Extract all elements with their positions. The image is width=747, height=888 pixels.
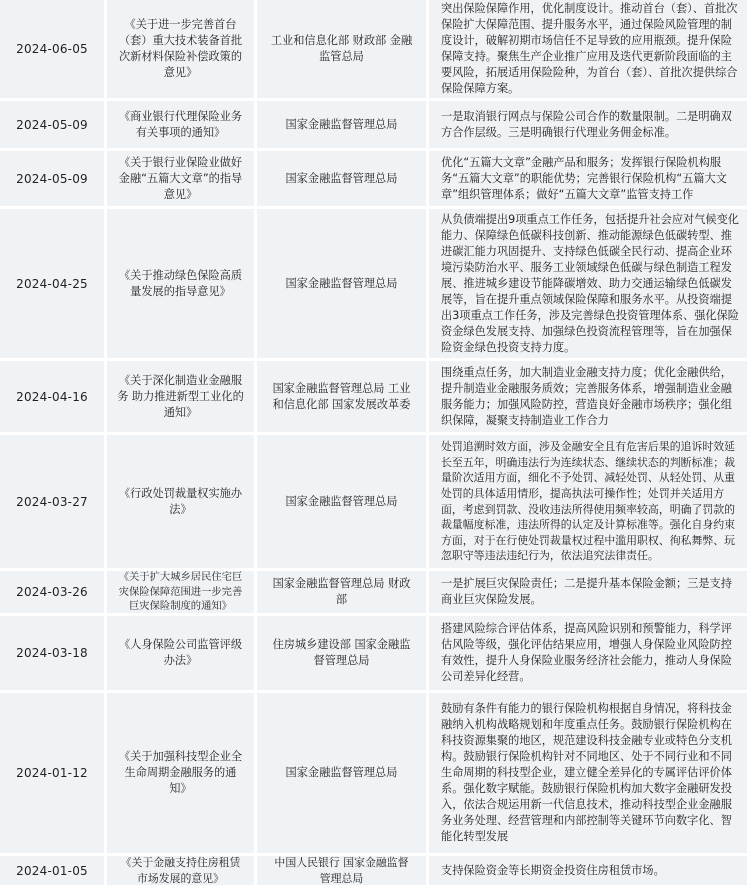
- title-cell: 《关于进一步完善首台（套）重大技术装备首批次新材料保险补偿政策的意见》: [107, 0, 257, 101]
- date-cell: 2024-01-12: [0, 693, 107, 856]
- issuer-cell: 中国人民银行 国家金融监督管理总局: [257, 856, 429, 888]
- content-cell: 突出保险保障作用，优化制度设计。推动首台（套）、首批次保险扩大保障范围、提升服务水平，通过保险风险管理的制度设计，破解初期市场信任不足导致的应用瓶颈。提升保险保障支持。聚焦生产企业推广应用及迭代更新阶段面临的主要风险，拓展适用保险险种，为首台（套）、首批次提供综合保险保障方案。: [429, 0, 747, 101]
- date-cell: 2024-01-05: [0, 856, 107, 888]
- date-cell: 2024-03-26: [0, 571, 107, 616]
- content-cell: 支持保险资金等长期资金投资住房租赁市场。: [429, 856, 747, 888]
- date-cell: 2024-05-09: [0, 101, 107, 151]
- title-cell: 《商业银行代理保险业务有关事项的通知》: [107, 101, 257, 151]
- content-cell: 搭建风险综合评估体系，提高风险识别和预警能力，科学评估风险等级，强化评估结果应用，增强人身保险业风险防控有效性，提升人身保险业服务经济社会能力，推动人身保险公司差异化经营。: [429, 616, 747, 693]
- title-cell: 《关于深化制造业金融服务 助力推进新型工业化的通知》: [107, 361, 257, 435]
- content-cell: 围绕重点任务，加大制造业金融支持力度；优化金融供给，提升制造业金融服务质效；完善服务体系，增强制造业金融服务能力；加强风险防控，营造良好金融市场秩序；强化组织保障，凝聚支持制造业工作合力: [429, 361, 747, 435]
- title-cell: 《关于银行业保险业做好金融“五篇大文章”的指导意见》: [107, 151, 257, 209]
- issuer-cell: 工业和信息化部 财政部 金融监管总局: [257, 0, 429, 101]
- issuer-cell: 国家金融监督管理总局: [257, 151, 429, 209]
- title-cell: 《关于扩大城乡居民住宅巨灾保险保障范围进一步完善巨灾保险制度的通知》: [107, 571, 257, 616]
- date-cell: 2024-03-27: [0, 435, 107, 571]
- date-cell: 2024-04-16: [0, 361, 107, 435]
- date-cell: 2024-06-05: [0, 0, 107, 101]
- content-cell: 优化“五篇大文章”金融产品和服务；发挥银行保险机构服务“五篇大文章”的职能优势；完善银行保险机构“五篇大文章”组织管理体系；做好“五篇大文章”监管支持工作: [429, 151, 747, 209]
- content-cell: 一是扩展巨灾保险责任；二是提升基本保险金额；三是支持商业巨灾保险发展。: [429, 571, 747, 616]
- title-cell: 《人身保险公司监管评级办法》: [107, 616, 257, 693]
- content-cell: 一是取消银行网点与保险公司合作的数量限制。二是明确双方合作层级。三是明确银行代理业务佣金标准。: [429, 101, 747, 151]
- title-cell: 《行政处罚裁量权实施办法》: [107, 435, 257, 571]
- title-cell: 《关于加强科技型企业全生命周期金融服务的通知》: [107, 693, 257, 856]
- title-cell: 《关于金融支持住房租赁市场发展的意见》: [107, 856, 257, 888]
- issuer-cell: 国家金融监督管理总局: [257, 101, 429, 151]
- content-cell: 处罚追溯时效方面，涉及金融安全且有危害后果的追诉时效延长至五年，明确违法行为连续状态、继续状态的判断标准；裁量阶次适用方面，细化不予处罚、减轻处罚、从轻处罚、从重处罚的具体适用情形，提高执法可操作性；处罚并关适用方面，考虑到罚款、没收违法所得使用频率较高，明确了罚款的裁量幅度标准，违法所得的认定及计算标准等。强化自身约束方面，对于在行使处罚裁量权过程中滥用职权、徇私舞弊、玩忽职守等违法违纪行为，依法追究法律责任。: [429, 435, 747, 571]
- issuer-cell: 住房城乡建设部 国家金融监督管理总局: [257, 616, 429, 693]
- date-cell: 2024-05-09: [0, 151, 107, 209]
- title-cell: 《关于推动绿色保险高质量发展的指导意见》: [107, 209, 257, 361]
- issuer-cell: 国家金融监督管理总局: [257, 693, 429, 856]
- issuer-cell: 国家金融监督管理总局: [257, 209, 429, 361]
- issuer-cell: 国家金融监督管理总局: [257, 435, 429, 571]
- date-cell: 2024-03-18: [0, 616, 107, 693]
- date-cell: 2024-04-25: [0, 209, 107, 361]
- issuer-cell: 国家金融监督管理总局 工业和信息化部 国家发展改革委: [257, 361, 429, 435]
- issuer-cell: 国家金融监督管理总局 财政部: [257, 571, 429, 616]
- content-cell: 鼓励有条件有能力的银行保险机构根据自身情况，将科技金融纳入机构战略规划和年度重点任务。鼓励银行保险机构在科技资源集聚的地区，规范建设科技金融专业或特色分支机构。鼓励银行保险机构针对不同地区、处于不同行业和不同生命周期的科技型企业，建立健全差异化的专属评估评价体系。强化数字赋能。鼓励银行保险机构加大数字金融研发投入，依法合规运用新一代信息技术，推动科技型企业金融服务业务处理、经营管理和内部控制等关键环节向数字化、智能化转型发展: [429, 693, 747, 856]
- content-cell: 从负债端提出9项重点工作任务，包括提升社会应对气候变化能力、保障绿色低碳科技创新、推动能源绿色低碳转型、推进碳汇能力巩固提升、支持绿色低碳全民行动、提高企业环境污染防治水平、服务工业领域绿色低碳与绿色制造工程发展、推进城乡建设节能降碳增效、助力交通运输绿色低碳发展等，旨在提升重点领域保险保障和服务水平。从投资端提出3项重点工作任务，涉及完善绿色投资管理体系、强化保险资金绿色发展支持、加强绿色投资流程管理等，旨在加强保险资金绿色投资支持力度。: [429, 209, 747, 361]
